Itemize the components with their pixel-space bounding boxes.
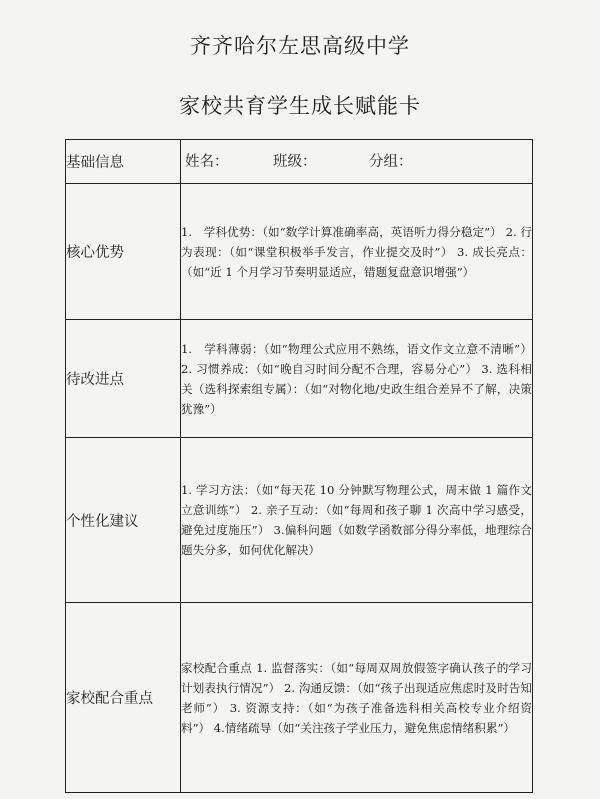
table-row-improvement-points (66, 320, 533, 438)
table-row-basic-info (66, 140, 533, 184)
growth-card-table (65, 139, 533, 793)
improvement-points-label: 待改进点 (66, 320, 181, 438)
improvement-points-content: 1. 学科薄弱：（如“物理公式应用不熟练，语文作文立意不清晰”） 2. 习惯养成：（如“晚自习时间分配不合理，容易分心”） 3. 选科相关（选科探索组专属）：（如“对物化地/史政生组合差异不了解，决策犹豫”） (181, 320, 533, 438)
basic-info-fields (181, 140, 533, 184)
basic-info-label: 基础信息 (66, 140, 181, 184)
personalized-advice-label: 个性化建议 (66, 438, 181, 603)
group-field-label: 分组： (369, 153, 413, 170)
home-school-cooperation-content: 家校配合重点 1. 监督落实：（如“每周双周放假签字确认孩子的学习计划表执行情况”） 2. 沟通反馈：（如“孩子出现适应焦虑时及时告知老师”） 3. 资源支持：（如“为孩子准备选科相关高校专业介绍资料”） 4.情绪疏导（如“关注孩子学业压力，避免焦虑情绪积累”） (181, 603, 533, 793)
table-row-core-strengths (66, 184, 533, 320)
name-field-label: 姓名： (185, 153, 229, 170)
personalized-advice-content: 1. 学习方法：（如“每天花 10 分钟默写物理公式，周末做 1 篇作文立意训练”） 2. 亲子互动：（如“每周和孩子聊 1 次高中学习感受，避免过度施压”） 3.偏科问题（如数学函数部分得分率低，地理综合题失分多，如何优化解决） (181, 438, 533, 603)
core-strengths-content: 1. 学科优势：（如“数学计算准确率高，英语听力得分稳定”） 2. 行为表现：（如“课堂积极举手发言，作业提交及时”） 3. 成长亮点：（如“近 1 个月学习节奏明显适应，错题复盘意识增强”） (181, 184, 533, 320)
table-row-personalized-advice (66, 438, 533, 603)
table-row-home-school-cooperation (66, 603, 533, 793)
class-field-label: 班级： (273, 153, 317, 170)
home-school-cooperation-label: 家校配合重点 (66, 603, 181, 793)
core-strengths-label: 核心优势 (66, 184, 181, 320)
card-title: 家校共育学生成长赋能卡 (179, 94, 421, 118)
school-name: 齐齐哈尔左思高级中学 (190, 34, 410, 58)
